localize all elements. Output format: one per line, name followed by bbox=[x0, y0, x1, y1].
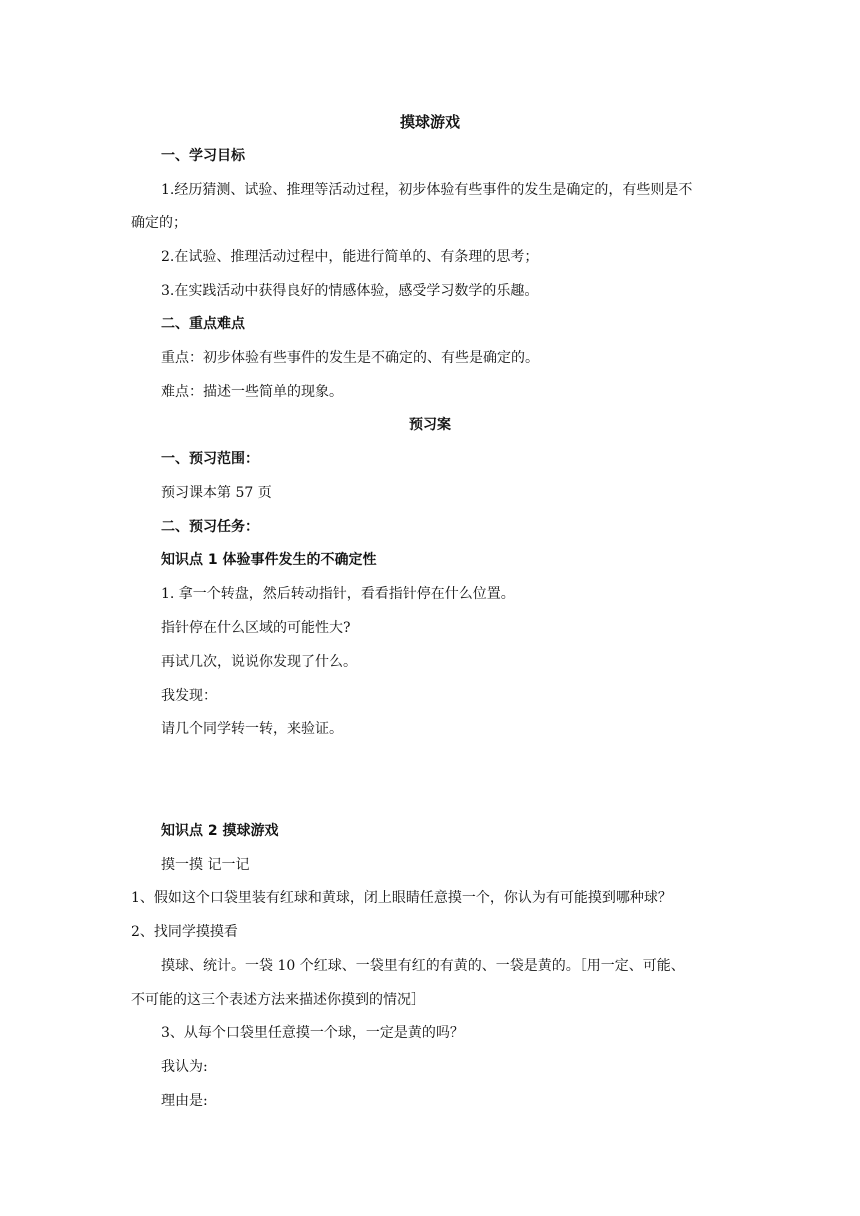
section-heading-learning-goals: 一、学习目标 bbox=[161, 148, 245, 164]
knowledge-1-line-3: 再试几次，说说你发现了什么。 bbox=[161, 654, 357, 670]
document-title: 摸球游戏 bbox=[399, 113, 460, 131]
preview-scope-text: 预习课本第 57 页 bbox=[161, 485, 272, 501]
knowledge-2-line-7: 我认为: bbox=[161, 1059, 208, 1075]
knowledge-2-line-6: 3、从每个口袋里任意摸一个球，一定是黄的吗？ bbox=[161, 1025, 464, 1041]
knowledge-2-line-8: 理由是: bbox=[161, 1093, 208, 1109]
knowledge-2-heading: 知识点 2 摸球游戏 bbox=[161, 823, 279, 839]
knowledge-1-line-5: 请几个同学转一转，来验证。 bbox=[161, 721, 343, 737]
section-heading-key-points: 二、重点难点 bbox=[161, 316, 245, 332]
preview-task-heading: 二、预习任务： bbox=[161, 519, 259, 535]
knowledge-2-line-2: 1、假如这个口袋里装有红球和黄球，闭上眼睛任意摸一个，你认为有可能摸到哪种球？ bbox=[131, 890, 672, 906]
knowledge-2-line-1: 摸一摸 记一记 bbox=[161, 857, 250, 873]
knowledge-1-line-1: 1. 拿一个转盘，然后转动指针，看看指针停在什么位置。 bbox=[161, 586, 515, 602]
preview-heading: 预习案 bbox=[409, 417, 451, 433]
key-point-text: 重点：初步体验有些事件的发生是不确定的、有些是确定的。 bbox=[161, 350, 539, 366]
knowledge-1-line-4: 我发现： bbox=[161, 688, 217, 704]
knowledge-1-heading: 知识点 1 体验事件发生的不确定性 bbox=[161, 552, 377, 568]
difficulty-text: 难点：描述一些简单的现象。 bbox=[161, 384, 343, 400]
goal-item-1-line-1: 1.经历猜测、试验、推理等活动过程，初步体验有些事件的发生是确定的，有些则是不 bbox=[161, 182, 693, 198]
preview-scope-heading: 一、预习范围： bbox=[161, 451, 259, 467]
goal-item-3: 3.在实践活动中获得良好的情感体验，感受学习数学的乐趣。 bbox=[161, 283, 539, 299]
goal-item-2: 2.在试验、推理活动过程中，能进行简单的、有条理的思考； bbox=[161, 249, 539, 265]
knowledge-1-line-2: 指针停在什么区域的可能性大? bbox=[161, 620, 351, 636]
knowledge-2-line-4: 摸球、统计。一袋 10 个红球、一袋里有红的有黄的、一袋是黄的。［用一定、可能、 bbox=[161, 958, 685, 974]
knowledge-2-line-3: 2、找同学摸摸看 bbox=[131, 924, 238, 940]
goal-item-1-line-2: 确定的； bbox=[131, 215, 187, 231]
knowledge-2-line-5: 不可能的这三个表述方法来描述你摸到的情况］ bbox=[131, 992, 425, 1008]
